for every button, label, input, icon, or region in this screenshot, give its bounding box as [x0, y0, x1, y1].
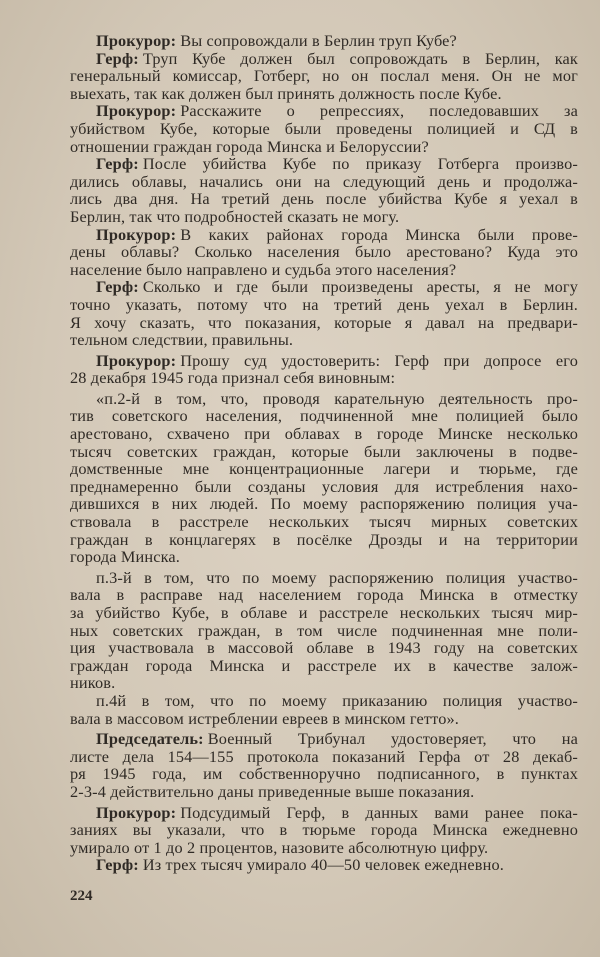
speaker-label: Председатель: — [96, 729, 204, 749]
line-text: Расскажите о репрессиях, последовавших за — [180, 101, 578, 121]
line-text: дившихся в них людей. По моему распоряжению полиция уча- — [70, 494, 578, 514]
text-line — [70, 208, 578, 226]
text-line — [70, 261, 578, 279]
line-text: Берлин, так что подробностей сказать не могу. — [70, 206, 400, 226]
line-text: тельном следствии, правильны. — [70, 330, 294, 350]
text-line — [70, 278, 578, 296]
text-line — [70, 190, 578, 208]
text-line — [70, 102, 578, 120]
line-text: После убийства Кубе по приказу Готберга произво- — [142, 154, 578, 174]
text-line — [70, 460, 578, 478]
speaker-label: Прокурор: — [96, 101, 177, 121]
paragraph — [70, 804, 578, 857]
text-line — [70, 50, 578, 68]
text-line — [70, 710, 578, 728]
text-line — [70, 513, 578, 531]
speaker-label: Прокурор: — [96, 350, 177, 370]
speaker-label: Герф: — [96, 855, 139, 875]
text-line — [70, 674, 578, 692]
line-text: лись два дня. На третий день после убийства Кубе я уехал в — [70, 189, 578, 209]
text-line — [70, 243, 578, 261]
paragraph — [70, 50, 578, 103]
line-text: вала в расправе над населением города Минска в отместку — [70, 585, 578, 605]
text-line — [70, 657, 578, 675]
text-line — [70, 531, 578, 549]
paragraph — [70, 278, 578, 348]
line-text: арестовано, схвачено при облавах в городе Минске несколько — [70, 424, 578, 444]
line-text: 2-3-4 действительно даны приведенные выше показания. — [70, 781, 475, 801]
paragraph — [70, 352, 578, 387]
text-line — [70, 314, 578, 332]
text-line — [70, 495, 578, 513]
line-text: Сколько и где были произведены аресты, я не могу — [142, 277, 578, 297]
text-line — [70, 369, 578, 387]
line-text: ция участвовала в массовой облаве в 1943 году на советских — [70, 638, 578, 658]
text-line — [70, 173, 578, 191]
text-line — [70, 478, 578, 496]
paragraph — [70, 569, 578, 692]
text-line — [70, 138, 578, 156]
speaker-label: Прокурор: — [96, 31, 177, 50]
line-text: отношении граждан города Минска и Белоруссии? — [70, 136, 429, 156]
speaker-label: Герф: — [96, 48, 139, 68]
line-text: Труп Кубе должен был сопровождать в Берлин, как — [142, 48, 578, 68]
text-line — [70, 155, 578, 173]
line-text: В каких районах города Минска были прове- — [180, 224, 578, 244]
text-line — [70, 765, 578, 783]
book-page-text — [70, 32, 578, 874]
speaker-label: Прокурор: — [96, 224, 177, 244]
text-line — [70, 730, 578, 748]
line-text: вала в массовом истреблении евреев в минском гетто». — [70, 708, 459, 728]
line-text: п.3-й в том, что по моему распоряжению полиция участво- — [96, 567, 578, 587]
line-text: население было направлено и судьба этого населения? — [70, 259, 457, 279]
text-line — [70, 32, 578, 50]
text-line — [70, 748, 578, 766]
paragraph — [70, 730, 578, 800]
text-line — [70, 821, 578, 839]
line-text: заниях вы указали, что в тюрьме города Минска ежедневно — [70, 820, 578, 840]
line-text: Из трех тысяч умирало 40—50 человек ежедневно. — [142, 855, 504, 875]
line-text: листе дела 154—155 протокола показаний Герфа от 28 декаб- — [70, 746, 578, 766]
line-text: ствовала в расстреле нескольких тысяч мирных советских — [70, 512, 578, 532]
line-text: города Минска. — [70, 547, 180, 567]
text-line — [70, 692, 578, 710]
text-line — [70, 783, 578, 801]
text-line — [70, 569, 578, 587]
line-text: точно указать, потому что на третий день уехал в Берлин. — [70, 294, 578, 314]
line-text: граждан в концлагерях в посёлке Дрозды и на территории — [70, 529, 578, 549]
line-text: ников. — [70, 673, 116, 693]
text-line — [70, 839, 578, 857]
text-line — [70, 639, 578, 657]
line-text: Я хочу сказать, что показания, которые я давал на предвари- — [70, 312, 578, 332]
speaker-label: Герф: — [96, 277, 139, 297]
page-number: 224 — [70, 888, 93, 904]
text-line — [70, 296, 578, 314]
paragraph — [70, 390, 578, 566]
line-text: умирало от 1 до 2 процентов, назовите абсолютную цифру. — [70, 837, 489, 857]
text-line — [70, 856, 578, 874]
paragraph — [70, 692, 578, 727]
text-line — [70, 425, 578, 443]
line-text: ря 1945 года, им собственноручно подписанного, в пунктах — [70, 764, 578, 784]
text-line — [70, 604, 578, 622]
text-line — [70, 622, 578, 640]
text-line — [70, 548, 578, 566]
text-line — [70, 331, 578, 349]
paragraph — [70, 155, 578, 225]
speaker-label: Прокурор: — [96, 802, 177, 822]
line-text: выехать, так как должен был принять должность после Кубе. — [70, 83, 502, 103]
line-text: дились облавы, начались они на следующий день и продолжа- — [70, 171, 578, 191]
line-text: дены облавы? Сколько населения было арестовано? Куда это — [70, 242, 578, 262]
speaker-label: Герф: — [96, 154, 139, 174]
line-text: ных советских граждан, в том числе подчиненная мне поли- — [70, 620, 578, 640]
line-text: 28 декабря 1945 года признал себя виновным: — [70, 368, 396, 388]
text-line — [70, 390, 578, 408]
line-text: генеральный комиссар, Готберг, но он послал меня. Он не мог — [70, 66, 578, 86]
line-text: убийством Кубе, которые были проведены полицией и СД в — [70, 118, 578, 138]
line-text: за убийство Кубе, в облаве и расстреле нескольких тысяч мир- — [70, 603, 578, 622]
paragraph — [70, 226, 578, 279]
text-line — [70, 586, 578, 604]
text-line — [70, 407, 578, 425]
text-line — [70, 352, 578, 370]
paragraph — [70, 856, 578, 874]
line-text: п.4й в том, что по моему приказанию полиция участво- — [96, 690, 578, 710]
text-line — [70, 67, 578, 85]
text-line — [70, 120, 578, 138]
paragraph — [70, 102, 578, 155]
line-text: преднамеренно были созданы условия для истребления нахо- — [70, 476, 578, 496]
text-line — [70, 226, 578, 244]
line-text: Прошу суд удостоверить: Герф при допросе его — [180, 350, 578, 370]
line-text: домственные мне концентрационные лагери и тюрьме, где — [70, 459, 578, 479]
line-text: граждан города Минска и расстреле их в качестве залож- — [70, 655, 578, 675]
line-text: Военный Трибунал удостоверяет, что на — [207, 729, 578, 749]
paragraph — [70, 32, 578, 50]
line-text: тив советского населения, подчиненной мне полицией было — [70, 406, 578, 426]
line-text: тысяч советских граждан, которые были заключены в подве- — [70, 441, 578, 461]
line-text: «п.2-й в том, что, проводя карательную деятельность про- — [96, 388, 578, 408]
text-line — [70, 443, 578, 461]
line-text: Вы сопровождали в Берлин труп Кубе? — [180, 31, 457, 50]
text-line — [70, 85, 578, 103]
line-text: Подсудимый Герф, в данных вами ранее пока- — [180, 802, 578, 822]
text-line — [70, 804, 578, 822]
